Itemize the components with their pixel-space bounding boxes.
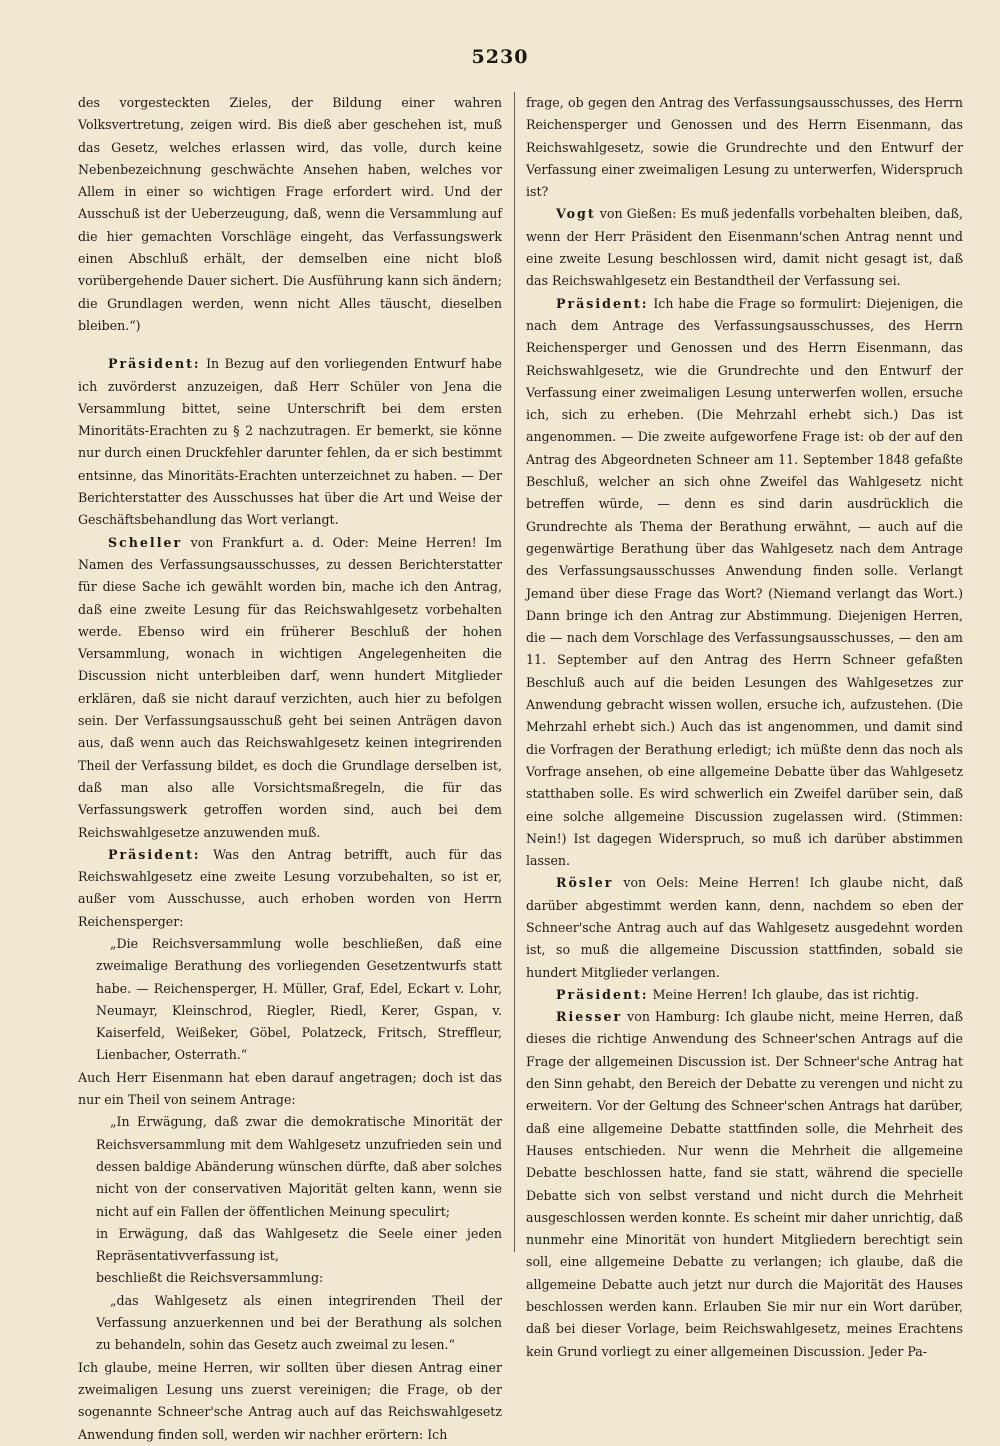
paragraph: in Erwägung, daß das Wahlgesetz die Seele einer jeden Repräsentativverfassung ist, (96, 1225, 502, 1264)
paragraph: Auch Herr Eisenmann hat eben darauf angetragen; doch ist das nur ein Theil von seinem Antrage: (78, 1069, 502, 1108)
speech-text: Was den Antrag betrifft, auch für das Reichswahlgesetz eine zweite Lesung vorzubehalten, so ist er, außer vom Ausschusse, auch erhoben worden von Herrn Reichensperger: (78, 846, 502, 929)
paragraph: „Die Reichsversammlung wolle beschließen, daß eine zweimalige Berathung des vorliegenden Gesetzentwurfs statt habe. — Reichensperger, H. Müller, Graf, Edel, Eckart v. Lohr, Neumayr, Kleinschrod, Riegler, Riedl, Kerer, Gspan, v. Kaiserfeld, Weißeker, Göbel, Polatzeck, Fritsch, Streffleur, Lienbacher, Osterrath.“ (96, 935, 502, 1063)
speaker-name: Scheller (108, 534, 183, 550)
speech-text: von Oels: Meine Herren! Ich glaube nicht, daß darüber abgestimmt werden kann, denn, nachdem so eben der Schneer'sche Antrag auch auf das Wahlgesetz ausgedehnt worden ist, so muß die allgemeine Discussion stattfinden, sobald sie hundert Mitglieder verlangen. (526, 875, 963, 980)
paragraph: beschließt die Reichsversammlung: (96, 1270, 324, 1286)
speech-text: von Gießen: Es muß jedenfalls vorbehalten bleiben, daß, wenn der Herr Präsident den Eisenmann'schen Antrag nennt und eine zweite Lesung beschlossen wird, damit nicht gesagt ist, daß das Reichswahlgesetz ein Bestandtheil der Verfassung sei. (526, 206, 963, 289)
speaker-name: Präsident: (108, 356, 201, 372)
speech-text: In Bezug auf den vorliegenden Entwurf habe ich zuvörderst anzuzeigen, daß Herr Schüler von Jena die Versammlung bittet, seine Unterschrift bei dem ersten Minoritäts-Erachten zu § 2 nachzutragen. Er bemerkt, sie könne nur durch einen Druckfehler darunter fehlen, da er sich bestimmt entsinne, das Minoritäts-Erachten unterzeichnet zu haben. — Der Berichterstatter des Ausschusses hat über die Art und Weise der Geschäftsbehandlung das Wort verlangt. (78, 356, 502, 528)
paragraph (526, 293, 963, 873)
right-column (526, 92, 963, 1359)
paragraph (78, 353, 502, 531)
paragraph: des vorgesteckten Zieles, der Bildung einer wahren Volksvertretung, zeigen wird. Bis dieß aber geschehen ist, muß das Gesetz, welches erlassen wird, das volle, durch keine Nebenbezeichnung geschwächte Ansehen haben, welches vor Allem in einer so wichtigen Frage erfordert wird. Und der Ausschuß ist der Ueberzeugung, daß, wenn die Versammlung auf die hier gemachten Vorschläge eingeht, das Verfassungswerk einen Abschluß erhält, der demselben eine nicht bloß vorübergehende Dauer sichert. Die Ausführung kann sich ändern; die Grundlagen werden, wenn nicht Alles täuscht, dieselben bleiben.“) (78, 95, 502, 333)
paragraph (526, 203, 963, 292)
speech-text: Ich habe die Frage so formulirt: Diejenigen, die nach dem Antrage des Verfassungsausschusses, des Herrn Reichensperger und Genossen und des Herrn Eisenmann, das Reichswahlgesetz, wie die Grundrechte und den Entwurf der Verfassung einer zweimaligen Lesung unterwerfen wollen, ersuche ich, sich zu erheben. (Die Mehrzahl erhebt sich.) Das ist angenommen. — Die zweite aufgeworfene Frage ist: ob der auf den Antrag des Abgeordneten Schneer am 11. September 1848 gefaßte Beschluß, welcher an sich ohne Zweifel das Wahlgesetz nicht betreffen würde, — denn es sind darin ausdrücklich die Grundrechte als Thema der Berathung erwähnt, — auch auf die gegenwärtige Berathung über das Wahlgesetz nach dem Antrage des Verfassungsausschusses Anwendung finden solle. Verlangt Jemand über diese Frage das Wort? (Niemand verlangt das Wort.) Dann bringe ich den Antrag zur Abstimmung. Diejenigen Herren, die — nach dem Vorschlage des Verfassungsausschusses, — den am 11. September auf den Antrag des Herrn Schneer gefaßten Beschluß auch auf die beiden Lesungen des Wahlgesetzes zur Anwendung gebracht wissen wollen, ersuche ich, aufzustehen. (Die Mehrzahl erhebt sich.) Auch das ist angenommen, und damit sind die Vorfragen der Berathung erledigt; ich müßte denn das noch als Vorfrage ansehen, ob eine allgemeine Debatte über das Wahlgesetz statthaben solle. Es wird schwerlich ein Zweifel darüber sein, daß eine solche allgemeine Discussion zugelassen wird. (Stimmen: Nein!) Ist dagegen Widerspruch, so muß ich darüber abstimmen lassen. (526, 295, 963, 869)
speaker-name: Rösler (556, 875, 614, 891)
paragraph (526, 984, 963, 1006)
paragraph: „In Erwägung, daß zwar die demokratische Minorität der Reichsversammlung mit dem Wahlgesetz unzufrieden sein und dessen baldige Abänderung wünschen dürfte, daß aber solches nicht von der conservativen Majorität gelten kann, wenn sie nicht auf ein Fallen der öffentlichen Meinung speculirt; (96, 1114, 502, 1219)
paragraph (526, 872, 963, 983)
speaker-name: Präsident: (108, 846, 201, 862)
column-divider (514, 92, 515, 1252)
speech-text: von Hamburg: Ich glaube nicht, meine Herren, daß dieses die richtige Anwendung des Schneer'schen Antrags auf die Frage der allgemeinen Discussion ist. Der Schneer'sche Antrag hat den Sinn gehabt, den Bereich der Debatte zu verengen und nicht zu erweitern. Vor der Geltung des Schneer'schen Antrags hat darüber, daß eine allgemeine Debatte stattfinden solle, die Mehrheit des Hauses entschieden. Nur wenn die Mehrheit die allgemeine Debatte beschlossen hatte, fand sie statt, während die specielle Debatte sich von selbst verstand und nicht durch die Mehrheit ausgeschlossen werden konnte. Es scheint mir daher unrichtig, daß nunmehr eine Minorität von hundert Mitgliedern berechtigt sein soll, eine allgemeine Debatte zu verlangen; ich glaube, daß die allgemeine Debatte auch jetzt nur durch die Majorität des Hauses beschlossen werden kann. Erlauben Sie mir nur ein Wort darüber, daß bei dieser Vorlage, beim Reichswahlgesetz, meines Erachtens kein Grund vorliegt zu einer allgemeinen Discussion. Jeder Pa- (526, 1009, 963, 1359)
speech-text: Meine Herren! Ich glaube, das ist richtig. (648, 986, 919, 1002)
left-column (78, 92, 502, 1442)
paragraph (78, 532, 502, 844)
speaker-name: Präsident: (556, 986, 649, 1002)
paragraph: frage, ob gegen den Antrag des Verfassungsausschusses, des Herrn Reichensperger und Genossen und des Herrn Eisenmann, das Reichswahlgesetz, sowie die Grundrechte und den Entwurf der Verfassung einer zweimaligen Lesung zu unterwerfen, Widerspruch ist? (526, 95, 963, 200)
paragraph: Ich glaube, meine Herren, wir sollten über diesen Antrag einer zweimaligen Lesung uns zuerst vereinigen; die Frage, ob der sogenannte Schneer'sche Antrag auch auf das Reichswahlgesetz Anwendung finden soll, werden wir nachher erörtern: Ich (78, 1359, 502, 1442)
speaker-name: Vogt (556, 206, 596, 222)
paragraph (526, 1006, 963, 1363)
paragraph (78, 844, 502, 933)
speaker-name: Riesser (556, 1009, 623, 1025)
speaker-name: Präsident: (556, 295, 649, 311)
paragraph: „das Wahlgesetz als einen integrirenden Theil der Verfassung anzuerkennen und bei der Berathung als solchen zu behandeln, sohin das Gesetz auch zweimal zu lesen.“ (96, 1292, 502, 1353)
speech-text: von Frankfurt a. d. Oder: Meine Herren! Im Namen des Verfassungsausschusses, zu dessen Berichterstatter für diese Sache ich gewählt worden bin, mache ich den Antrag, daß eine zweite Lesung für das Reichswahlgesetz vorbehalten werde. Ebenso wird ein früherer Beschluß der hohen Versammlung, wonach in wichtigen Angelegenheiten die Discussion nicht unterbleiben darf, wenn hundert Mitglieder erklären, daß sie nicht darauf verzichten, auch hier zu befolgen sein. Der Verfassungsausschuß geht bei seinen Anträgen davon aus, daß wenn auch das Reichswahlgesetz keinen integrirenden Theil der Verfassung bildet, es doch die Grundlage derselben ist, daß man also alle Vorsichtsmaßregeln, die für das Verfassungswerk getroffen worden sind, auch bei dem Reichswahlgesetze anzuwenden muß. (78, 534, 502, 840)
page-number: 5230 (471, 46, 529, 68)
